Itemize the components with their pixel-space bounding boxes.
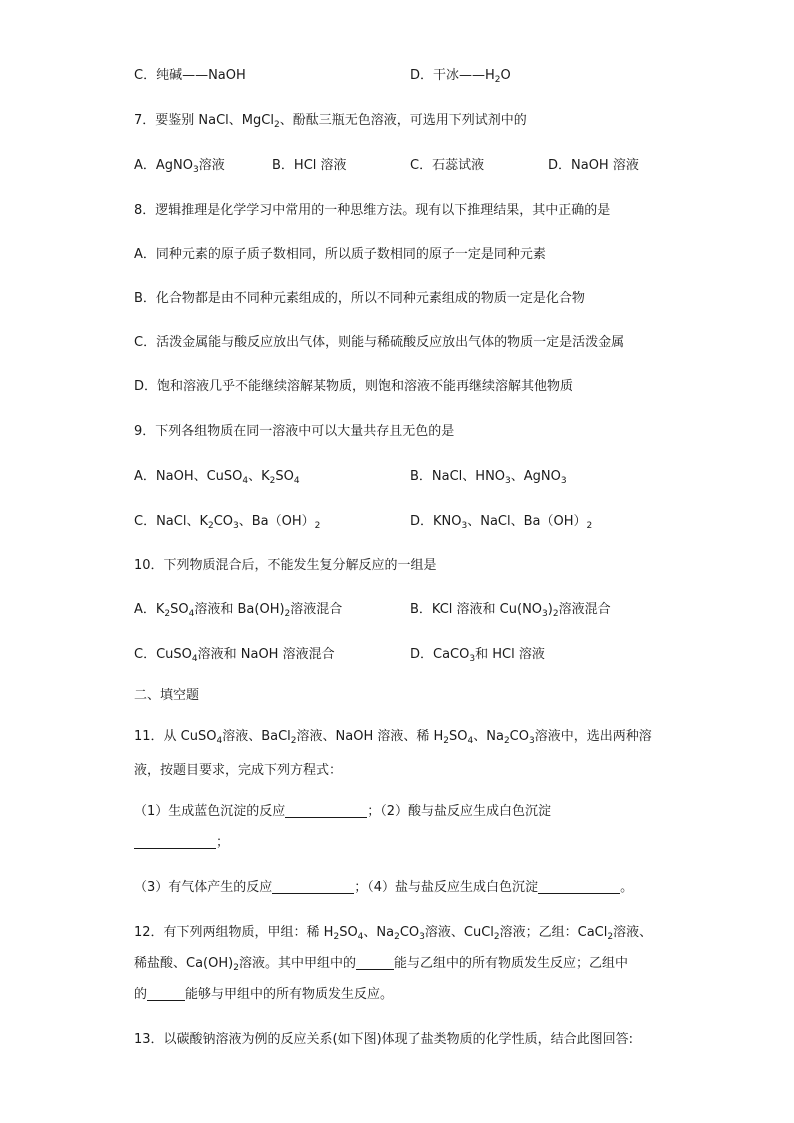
answer-blank-5[interactable] (356, 955, 394, 970)
q9-option-b: B．NaCl、$HNO_3$、AgNO$_3$ (410, 469, 567, 486)
q12-stem-line1: 12．有下列两组物质，甲组：稀 $H_2SO_4$、$Na_2CO_3$溶液、CuCl$_2$溶液；乙组：CaCl$_2$溶液、 (134, 925, 653, 942)
q10-option-d: D．CaCO$_3$和 HCl 溶液 (410, 647, 545, 664)
q11-stem-line1: 11．从 CuSO$_4$溶液、BaCl$_2$溶液、NaOH 溶液、稀 $H_2SO_4$、$Na_2CO_3$溶液中，选出两种溶 (134, 729, 652, 746)
answer-blank-2[interactable] (134, 834, 216, 849)
q10-option-c: C．CuSO$_4$溶液和 NaOH 溶液混合 (134, 647, 335, 664)
q9-option-c: C．NaCl、$K_2CO_3$、$Ba(OH)_2$ (134, 514, 321, 531)
q10-option-a: A．$K_2SO_4$溶液和 $Ba(OH)_2$溶液混合 (134, 602, 343, 619)
q10-option-b: B．KCl 溶液和 $Cu(NO_3)_2$溶液混合 (410, 602, 611, 619)
q9-option-d: D．$KNO_3$、NaCl、$Ba(OH)_2$ (410, 514, 593, 531)
q13-stem: 13．以碳酸钠溶液为例的反应关系(如下图)体现了盐类物质的化学性质，结合此图回答: (134, 1032, 634, 1047)
answer-blank-4[interactable] (538, 879, 620, 894)
q11-part-1-2: （1）生成蓝色沉淀的反应 ；（2）酸与盐反应生成白色沉淀 (134, 804, 552, 819)
q11-stem-line2: 液，按题目要求，完成下列方程式： (134, 763, 343, 778)
q6-option-c: C．纯碱——NaOH (134, 68, 246, 83)
q8-option-b: B．化合物都是由不同种元素组成的，所以不同种元素组成的物质一定是化合物 (134, 291, 585, 306)
q9-stem: 9．下列各组物质在同一溶液中可以大量共存且无色的是 (134, 424, 455, 439)
answer-blank-6[interactable] (147, 986, 185, 1001)
q11-part-3-4: （3）有气体产生的反应 ；（4）盐与盐反应生成白色沉淀 。 (134, 880, 634, 895)
q7-option-b: B．HCl 溶液 (272, 158, 347, 173)
q7-option-a: A．AgNO$_3$溶液 (134, 158, 225, 175)
q8-option-d: D．饱和溶液几乎不能继续溶解某物质，则饱和溶液不能再继续溶解其他物质 (134, 379, 574, 394)
q8-option-c: C．活泼金属能与酸反应放出气体，则能与稀硫酸反应放出气体的物质一定是活泼金属 (134, 335, 625, 350)
q7-option-c: C．石蕊试液 (410, 158, 485, 173)
answer-blank-3[interactable] (272, 879, 354, 894)
section-heading: 二、填空题 (134, 688, 200, 703)
answer-blank-1[interactable] (285, 803, 367, 818)
q10-stem: 10．下列物质混合后，不能发生复分解反应的一组是 (134, 558, 437, 573)
q12-stem-line3: 的 能够与甲组中的所有物质发生反应。 (134, 987, 394, 1002)
q7-stem: 7．要鉴别 NaCl、MgCl$_2$、酚酞三瓶无色溶液，可选用下列试剂中的 (134, 113, 527, 130)
q8-option-a: A．同种元素的原子质子数相同，所以质子数相同的原子一定是同种元素 (134, 247, 546, 262)
q7-option-d: D．NaOH 溶液 (548, 158, 639, 173)
q12-stem-line2: 稀盐酸、$Ca(OH)_2$溶液。其中甲组中的 能与乙组中的所有物质发生反应；乙组中 (134, 956, 628, 973)
q6-option-d: D．干冰$——H_2O$ (410, 68, 511, 85)
q9-option-a: A．NaOH、CuSO$_4$、$K_2SO_4$ (134, 469, 300, 486)
q11-part-2-answer: ； (134, 834, 229, 852)
q8-stem: 8．逻辑推理是化学学习中常用的一种思维方法。现有以下推理结果，其中正确的是 (134, 203, 611, 218)
